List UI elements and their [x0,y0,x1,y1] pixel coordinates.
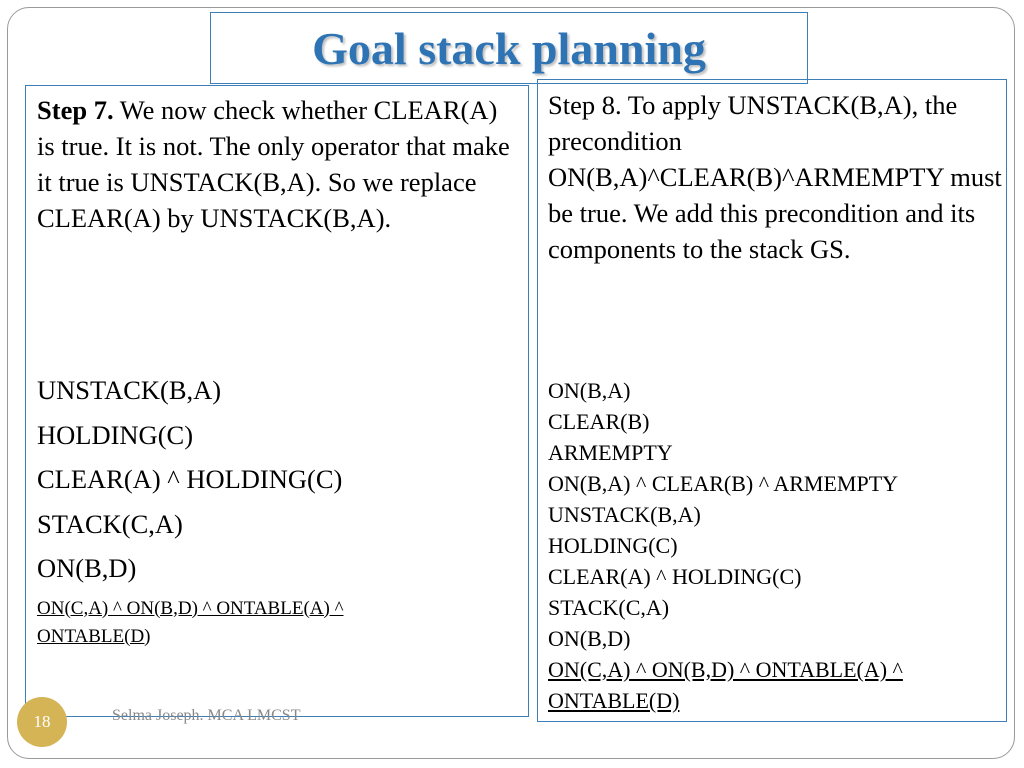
step7-label: Step 7. [37,95,114,125]
stack-item: CLEAR(A) ^ HOLDING(C) [548,564,802,589]
step7-text: We now check whether CLEAR(A) is true. It is not. The only operator that make it true is UNSTACK(B,A). So we replace CLEAR(A) by UNSTACK(B,A). [37,95,510,233]
page-number: 18 [33,712,51,731]
stack-item: HOLDING(C) [548,533,678,558]
stack-item: ON(B,A) [548,378,631,403]
footer-author: Selma Joseph. MCA LMCST [112,707,301,724]
step8-paragraph: Step 8. To apply UNSTACK(B,A), the precondition ON(B,A)^CLEAR(B)^ARMEMPTY must be true. We add this precondition and its components to the stack GS. [548,90,1002,264]
title-box [210,12,808,84]
page-number-badge [17,697,67,747]
stack-goal-line-1: ON(C,A) ^ ON(B,D) ^ ONTABLE(A) ^ [548,657,903,682]
stack-item: CLEAR(A) ^ HOLDING(C) [37,464,343,494]
stack-item: STACK(C,A) [548,595,670,620]
stack-item: ON(B,D) [548,626,631,651]
stack-item: STACK(C,A) [37,508,183,539]
stack-item: CLEAR(B) [548,409,650,434]
stack-item: UNSTACK(B,A) [37,375,222,405]
stack-item: ON(B,D) [37,553,137,583]
step7-paragraph [37,92,517,236]
stack-goal-line-2: ONTABLE(D) [548,688,680,713]
step8-goal-stack [548,375,903,716]
stack-item: ARMEMPTY [548,440,673,465]
step8-panel [537,79,1007,722]
stack-goal: ON(C,A) ^ ON(B,D) ^ ONTABLE(A) ^ ONTABLE(D) [37,597,344,647]
stack-item: ON(B,A) ^ CLEAR(B) ^ ARMEMPTY [548,471,899,496]
stack-item: HOLDING(C) [37,419,194,450]
step7-goal-stack [37,368,457,651]
stack-item: UNSTACK(B,A) [548,502,701,527]
slide-title: Goal stack planning [312,22,706,74]
step7-panel [25,85,529,717]
